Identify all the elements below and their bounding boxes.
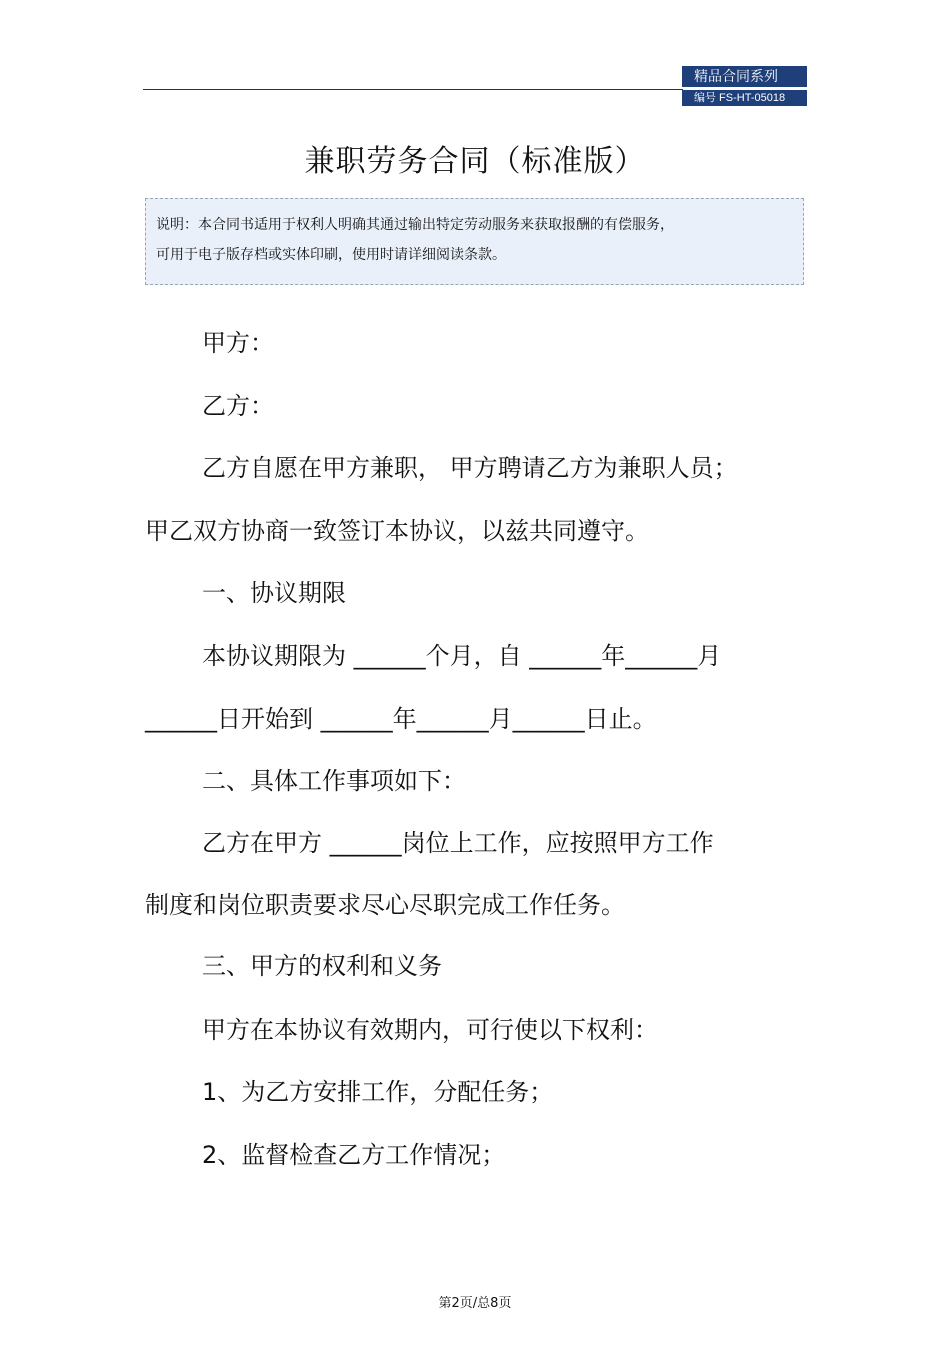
list-item-1: 1、为乙方安排工作，分配任务； [202,1078,554,1106]
page-number: 第2页/总8页 [438,1296,512,1311]
party-b-line: 乙方： [202,392,274,420]
document-title: 兼职劳务合同（标准版） [304,144,646,179]
paragraph-rights-intro: 甲方在本协议有效期内，可行使以下权利： [202,1016,658,1044]
description-box [145,198,804,285]
paragraph-intro-2: 甲乙双方协商一致签订本协议，以兹共同遵守。 [145,517,649,545]
header-rule [143,89,683,90]
section-heading-work: 二、具体工作事项如下： [202,767,466,795]
series-badge [682,66,807,106]
description-line-1: 说明：本合同书适用于权利人明确其通过输出特定劳动服务来获取报酬的有偿服务， [156,217,674,233]
list-item-2: 2、监督检查乙方工作情况； [202,1141,506,1169]
section-heading-rights: 三、甲方的权利和义务 [202,952,442,980]
paragraph-work-1: 乙方在甲方 ______岗位上工作，应按照甲方工作 [202,829,714,857]
paragraph-intro-1: 乙方自愿在甲方兼职， 甲方聘请乙方为兼职人员； [202,454,738,482]
description-line-2: 可用于电子版存档或实体印刷，使用时请详细阅读条款。 [156,247,506,263]
document-code: 编号 FS-HT-05018 [682,90,807,106]
paragraph-term-2: ______日开始到 ______年______月______日止。 [145,705,657,733]
section-heading-term: 一、协议期限 [202,579,346,607]
paragraph-work-2: 制度和岗位职责要求尽心尽职完成工作任务。 [145,891,625,919]
party-a-line: 甲方： [202,329,274,357]
series-label: 精品合同系列 [682,66,807,87]
paragraph-term-1: 本协议期限为 ______个月，自 ______年______月 [202,642,722,670]
